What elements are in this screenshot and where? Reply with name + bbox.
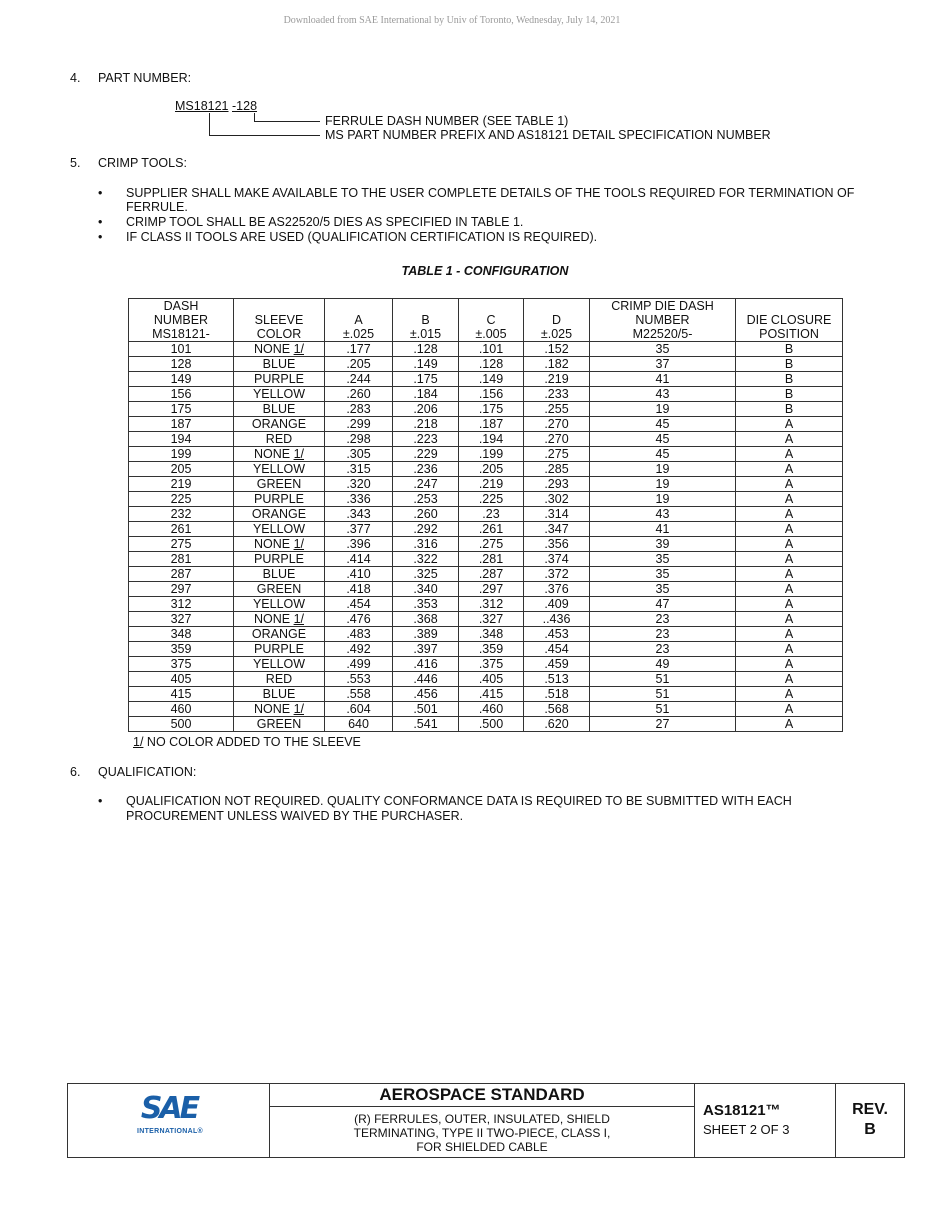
callout-dash-vertical: [254, 113, 255, 121]
cell-d: .620: [524, 717, 590, 732]
cell-crimp-die: 35: [590, 342, 736, 357]
cell-dash-number: 359: [129, 642, 234, 657]
cell-dash-number: 219: [129, 477, 234, 492]
cell-die-closure: A: [736, 582, 843, 597]
crimp-bullet-1-cont: FERRULE.: [126, 200, 188, 214]
cell-crimp-die: 45: [590, 432, 736, 447]
cell-c: .194: [459, 432, 524, 447]
sae-logo-subtitle: INTERNATIONAL®: [136, 1128, 203, 1135]
cell-sleeve-color: YELLOW: [234, 657, 325, 672]
cell-sleeve-color: NONE 1/: [234, 537, 325, 552]
table-row: [129, 462, 843, 477]
cell-d: .233: [524, 387, 590, 402]
cell-sleeve-color: GREEN: [234, 477, 325, 492]
bullet-icon: •: [98, 186, 103, 200]
cell-dash-number: 297: [129, 582, 234, 597]
cell-dash-number: 261: [129, 522, 234, 537]
cell-b: .456: [393, 687, 459, 702]
bullet-icon: •: [98, 230, 103, 244]
cell-b: .389: [393, 627, 459, 642]
cell-dash-number: 375: [129, 657, 234, 672]
header-b: B ±.015: [393, 299, 459, 342]
callout-prefix-horizontal: [209, 135, 320, 136]
table-row: [129, 612, 843, 627]
callout-prefix-text: MS PART NUMBER PREFIX AND AS18121 DETAIL SPECIFICATION NUMBER: [325, 128, 771, 142]
header-sleeve-color: SLEEVE COLOR: [234, 299, 325, 342]
cell-sleeve-color: BLUE: [234, 567, 325, 582]
sheet-number: SHEET 2 OF 3: [703, 1122, 790, 1137]
table-row: [129, 492, 843, 507]
cell-a: .454: [325, 597, 393, 612]
cell-sleeve-color: PURPLE: [234, 372, 325, 387]
cell-dash-number: 128: [129, 357, 234, 372]
cell-b: .218: [393, 417, 459, 432]
cell-crimp-die: 19: [590, 492, 736, 507]
cell-c: .359: [459, 642, 524, 657]
table-row: [129, 402, 843, 417]
cell-crimp-die: 41: [590, 522, 736, 537]
cell-b: .206: [393, 402, 459, 417]
cell-crimp-die: 45: [590, 417, 736, 432]
cell-b: .316: [393, 537, 459, 552]
cell-d: .270: [524, 432, 590, 447]
cell-b: .260: [393, 507, 459, 522]
cell-die-closure: A: [736, 537, 843, 552]
cell-dash-number: 348: [129, 627, 234, 642]
table-row: [129, 432, 843, 447]
cell-die-closure: B: [736, 357, 843, 372]
cell-sleeve-color: PURPLE: [234, 552, 325, 567]
cell-c: .500: [459, 717, 524, 732]
cell-sleeve-color: ORANGE: [234, 507, 325, 522]
cell-die-closure: A: [736, 507, 843, 522]
cell-d: .376: [524, 582, 590, 597]
cell-sleeve-color: NONE 1/: [234, 447, 325, 462]
callout-dash-horizontal: [254, 121, 320, 122]
section-4-title: PART NUMBER:: [98, 71, 192, 85]
qualification-bullet-line-1: QUALIFICATION NOT REQUIRED. QUALITY CONFORMANCE DATA IS REQUIRED TO BE SUBMITTED WITH EACH: [126, 794, 792, 808]
table-row: [129, 657, 843, 672]
cell-a: .260: [325, 387, 393, 402]
cell-crimp-die: 49: [590, 657, 736, 672]
cell-dash-number: 312: [129, 597, 234, 612]
cell-crimp-die: 51: [590, 687, 736, 702]
crimp-bullet-3: IF CLASS II TOOLS ARE USED (QUALIFICATION CERTIFICATION IS REQUIRED).: [126, 230, 598, 244]
cell-sleeve-color: NONE 1/: [234, 612, 325, 627]
table-row: [129, 417, 843, 432]
cell-sleeve-color: BLUE: [234, 357, 325, 372]
cell-dash-number: 460: [129, 702, 234, 717]
cell-die-closure: A: [736, 417, 843, 432]
cell-sleeve-color: ORANGE: [234, 627, 325, 642]
cell-die-closure: A: [736, 447, 843, 462]
table-row: [129, 522, 843, 537]
table-row: [129, 372, 843, 387]
cell-die-closure: A: [736, 432, 843, 447]
cell-crimp-die: 45: [590, 447, 736, 462]
cell-die-closure: B: [736, 342, 843, 357]
table-row: [129, 717, 843, 732]
cell-b: .340: [393, 582, 459, 597]
note-ref: 1/: [293, 447, 305, 461]
cell-dash-number: 175: [129, 402, 234, 417]
cell-d: .314: [524, 507, 590, 522]
cell-b: .325: [393, 567, 459, 582]
cell-dash-number: 500: [129, 717, 234, 732]
cell-c: .287: [459, 567, 524, 582]
cell-a: .244: [325, 372, 393, 387]
cell-a: .283: [325, 402, 393, 417]
part-number-example: [175, 99, 257, 113]
bullet-icon: •: [98, 215, 103, 229]
cell-die-closure: A: [736, 642, 843, 657]
cell-crimp-die: 41: [590, 372, 736, 387]
cell-a: .476: [325, 612, 393, 627]
cell-d: .454: [524, 642, 590, 657]
cell-sleeve-color: YELLOW: [234, 522, 325, 537]
cell-dash-number: 225: [129, 492, 234, 507]
cell-crimp-die: 19: [590, 462, 736, 477]
cell-sleeve-color: PURPLE: [234, 492, 325, 507]
cell-a: .553: [325, 672, 393, 687]
cell-crimp-die: 19: [590, 477, 736, 492]
sae-logo-icon: SAE: [140, 1091, 198, 1126]
section-6-number: 6.: [70, 765, 81, 779]
cell-die-closure: A: [736, 672, 843, 687]
cell-crimp-die: 51: [590, 702, 736, 717]
cell-crimp-die: 23: [590, 627, 736, 642]
document-cell: [695, 1084, 836, 1157]
cell-c: .101: [459, 342, 524, 357]
cell-a: .299: [325, 417, 393, 432]
callout-prefix-vertical: [209, 113, 210, 135]
cell-crimp-die: 51: [590, 672, 736, 687]
cell-crimp-die: 35: [590, 567, 736, 582]
subtitle-line-3: FOR SHIELDED CABLE: [416, 1140, 548, 1154]
cell-dash-number: 405: [129, 672, 234, 687]
configuration-table: [128, 298, 843, 732]
cell-d: .270: [524, 417, 590, 432]
cell-d: .255: [524, 402, 590, 417]
cell-d: .459: [524, 657, 590, 672]
cell-d: .302: [524, 492, 590, 507]
callout-dash-text: FERRULE DASH NUMBER (SEE TABLE 1): [325, 114, 569, 128]
cell-d: .518: [524, 687, 590, 702]
standard-subtitle: [270, 1107, 694, 1154]
cell-d: .513: [524, 672, 590, 687]
table-row: [129, 597, 843, 612]
cell-dash-number: 415: [129, 687, 234, 702]
note-ref: 1/: [293, 702, 305, 716]
cell-d: .275: [524, 447, 590, 462]
cell-c: .128: [459, 357, 524, 372]
cell-d: .372: [524, 567, 590, 582]
footnote-text: NO COLOR ADDED TO THE SLEEVE: [143, 735, 361, 749]
note-ref: 1/: [293, 537, 305, 551]
cell-a: 640: [325, 717, 393, 732]
cell-a: .604: [325, 702, 393, 717]
cell-dash-number: 281: [129, 552, 234, 567]
cell-c: .219: [459, 477, 524, 492]
cell-sleeve-color: YELLOW: [234, 387, 325, 402]
cell-die-closure: A: [736, 612, 843, 627]
table-row: [129, 477, 843, 492]
cell-d: ..436: [524, 612, 590, 627]
cell-die-closure: B: [736, 387, 843, 402]
cell-a: .177: [325, 342, 393, 357]
cell-die-closure: A: [736, 627, 843, 642]
cell-sleeve-color: BLUE: [234, 402, 325, 417]
cell-a: .343: [325, 507, 393, 522]
revision-value: B: [864, 1121, 876, 1138]
cell-b: .397: [393, 642, 459, 657]
table-body: [129, 342, 843, 732]
cell-d: .453: [524, 627, 590, 642]
cell-c: .205: [459, 462, 524, 477]
table-row: [129, 582, 843, 597]
cell-b: .292: [393, 522, 459, 537]
cell-d: .182: [524, 357, 590, 372]
cell-die-closure: B: [736, 402, 843, 417]
table-row: [129, 627, 843, 642]
cell-dash-number: 275: [129, 537, 234, 552]
section-4-number: 4.: [70, 71, 81, 85]
cell-b: .253: [393, 492, 459, 507]
cell-die-closure: A: [736, 462, 843, 477]
cell-crimp-die: 43: [590, 387, 736, 402]
cell-sleeve-color: RED: [234, 432, 325, 447]
cell-a: .315: [325, 462, 393, 477]
cell-a: .483: [325, 627, 393, 642]
cell-dash-number: 187: [129, 417, 234, 432]
crimp-bullet-1: SUPPLIER SHALL MAKE AVAILABLE TO THE USER COMPLETE DETAILS OF THE TOOLS REQUIRED FOR TERMINATION OF: [126, 186, 855, 200]
cell-die-closure: A: [736, 717, 843, 732]
header-dash-number: DASH NUMBER MS18121-: [129, 299, 234, 342]
cell-crimp-die: 19: [590, 402, 736, 417]
section-6-title: QUALIFICATION:: [98, 765, 197, 779]
table-title: TABLE 1 - CONFIGURATION: [401, 264, 569, 278]
section-5-title: CRIMP TOOLS:: [98, 156, 187, 170]
cell-sleeve-color: GREEN: [234, 717, 325, 732]
cell-dash-number: 232: [129, 507, 234, 522]
cell-b: .368: [393, 612, 459, 627]
header-die-closure: DIE CLOSURE POSITION: [736, 299, 843, 342]
cell-crimp-die: 35: [590, 552, 736, 567]
revision-cell: [836, 1084, 904, 1157]
cell-crimp-die: 27: [590, 717, 736, 732]
cell-d: .356: [524, 537, 590, 552]
cell-a: .410: [325, 567, 393, 582]
cell-b: .416: [393, 657, 459, 672]
revision: [836, 1100, 904, 1140]
part-number-prefix: MS18121: [175, 99, 229, 113]
cell-c: .187: [459, 417, 524, 432]
cell-crimp-die: 47: [590, 597, 736, 612]
cell-b: .446: [393, 672, 459, 687]
cell-c: .225: [459, 492, 524, 507]
cell-c: .327: [459, 612, 524, 627]
table-row: [129, 342, 843, 357]
note-ref: 1/: [293, 612, 305, 626]
table-row: [129, 507, 843, 522]
section-5-number: 5.: [70, 156, 81, 170]
cell-a: .492: [325, 642, 393, 657]
logo-cell: [68, 1084, 270, 1157]
cell-die-closure: A: [736, 552, 843, 567]
cell-d: .374: [524, 552, 590, 567]
cell-d: .219: [524, 372, 590, 387]
subtitle-line-1: (R) FERRULES, OUTER, INSULATED, SHIELD: [354, 1112, 610, 1126]
cell-c: .261: [459, 522, 524, 537]
note-ref: 1/: [293, 342, 305, 356]
cell-dash-number: 101: [129, 342, 234, 357]
cell-die-closure: A: [736, 702, 843, 717]
cell-die-closure: B: [736, 372, 843, 387]
cell-a: .205: [325, 357, 393, 372]
cell-a: .414: [325, 552, 393, 567]
table-row: [129, 552, 843, 567]
cell-c: .149: [459, 372, 524, 387]
cell-b: .175: [393, 372, 459, 387]
cell-d: .409: [524, 597, 590, 612]
subtitle-line-2: TERMINATING, TYPE II TWO-PIECE, CLASS I,: [353, 1126, 611, 1140]
cell-c: .460: [459, 702, 524, 717]
cell-a: .336: [325, 492, 393, 507]
cell-sleeve-color: YELLOW: [234, 597, 325, 612]
cell-die-closure: A: [736, 687, 843, 702]
cell-die-closure: A: [736, 567, 843, 582]
cell-c: .405: [459, 672, 524, 687]
cell-sleeve-color: BLUE: [234, 687, 325, 702]
footnote-ref: 1/: [133, 735, 144, 749]
cell-d: .152: [524, 342, 590, 357]
cell-b: .236: [393, 462, 459, 477]
cell-crimp-die: 35: [590, 582, 736, 597]
cell-crimp-die: 23: [590, 612, 736, 627]
cell-a: .305: [325, 447, 393, 462]
cell-dash-number: 194: [129, 432, 234, 447]
cell-c: .199: [459, 447, 524, 462]
cell-a: .418: [325, 582, 393, 597]
cell-die-closure: A: [736, 492, 843, 507]
cell-crimp-die: 39: [590, 537, 736, 552]
cell-c: .375: [459, 657, 524, 672]
cell-a: .298: [325, 432, 393, 447]
cell-d: .285: [524, 462, 590, 477]
part-number-dash: -128: [232, 99, 258, 113]
cell-a: .320: [325, 477, 393, 492]
cell-dash-number: 156: [129, 387, 234, 402]
cell-d: .347: [524, 522, 590, 537]
cell-sleeve-color: NONE 1/: [234, 342, 325, 357]
cell-sleeve-color: PURPLE: [234, 642, 325, 657]
cell-a: .499: [325, 657, 393, 672]
table-footnote: [133, 735, 361, 749]
cell-dash-number: 287: [129, 567, 234, 582]
table-row: [129, 702, 843, 717]
cell-c: .312: [459, 597, 524, 612]
cell-b: .353: [393, 597, 459, 612]
cell-c: .281: [459, 552, 524, 567]
cell-dash-number: 149: [129, 372, 234, 387]
cell-b: .149: [393, 357, 459, 372]
cell-crimp-die: 23: [590, 642, 736, 657]
cell-crimp-die: 37: [590, 357, 736, 372]
table-row: [129, 642, 843, 657]
table-row: [129, 447, 843, 462]
revision-label: REV.: [852, 1101, 888, 1118]
cell-d: .568: [524, 702, 590, 717]
cell-die-closure: A: [736, 657, 843, 672]
table-row: [129, 567, 843, 582]
cell-a: .558: [325, 687, 393, 702]
header-crimp-die: CRIMP DIE DASH NUMBER M22520/5-: [590, 299, 736, 342]
table-row: [129, 387, 843, 402]
cell-b: .128: [393, 342, 459, 357]
cell-a: .396: [325, 537, 393, 552]
bullet-icon: •: [98, 794, 103, 808]
cell-c: .275: [459, 537, 524, 552]
cell-sleeve-color: ORANGE: [234, 417, 325, 432]
cell-c: .175: [459, 402, 524, 417]
header-c: C ±.005: [459, 299, 524, 342]
document-number: AS18121™: [703, 1102, 781, 1119]
cell-sleeve-color: YELLOW: [234, 462, 325, 477]
cell-b: .247: [393, 477, 459, 492]
table-row: [129, 537, 843, 552]
cell-b: .322: [393, 552, 459, 567]
cell-c: .348: [459, 627, 524, 642]
qualification-bullet-line-2: PROCUREMENT UNLESS WAIVED BY THE PURCHASER.: [126, 809, 464, 823]
download-watermark: Downloaded from SAE International by Univ of Toronto, Wednesday, July 14, 2021: [283, 15, 621, 26]
title-cell: [270, 1084, 695, 1157]
table-row: [129, 672, 843, 687]
cell-b: .184: [393, 387, 459, 402]
cell-dash-number: 199: [129, 447, 234, 462]
cell-sleeve-color: GREEN: [234, 582, 325, 597]
table-row: [129, 357, 843, 372]
cell-b: .541: [393, 717, 459, 732]
cell-c: .415: [459, 687, 524, 702]
header-d: D ±.025: [524, 299, 590, 342]
title-block: [67, 1083, 905, 1158]
cell-dash-number: 327: [129, 612, 234, 627]
cell-crimp-die: 43: [590, 507, 736, 522]
cell-b: .501: [393, 702, 459, 717]
table-row: [129, 687, 843, 702]
cell-sleeve-color: RED: [234, 672, 325, 687]
cell-c: .156: [459, 387, 524, 402]
table-header-row: [129, 299, 843, 342]
cell-a: .377: [325, 522, 393, 537]
cell-c: .23: [459, 507, 524, 522]
cell-b: .223: [393, 432, 459, 447]
cell-die-closure: A: [736, 597, 843, 612]
cell-d: .293: [524, 477, 590, 492]
cell-die-closure: A: [736, 477, 843, 492]
cell-sleeve-color: NONE 1/: [234, 702, 325, 717]
cell-c: .297: [459, 582, 524, 597]
header-a: A ±.025: [325, 299, 393, 342]
cell-b: .229: [393, 447, 459, 462]
cell-die-closure: A: [736, 522, 843, 537]
cell-dash-number: 205: [129, 462, 234, 477]
crimp-bullet-2: CRIMP TOOL SHALL BE AS22520/5 DIES AS SPECIFIED IN TABLE 1.: [126, 215, 524, 229]
standard-heading: AEROSPACE STANDARD: [270, 1084, 694, 1107]
